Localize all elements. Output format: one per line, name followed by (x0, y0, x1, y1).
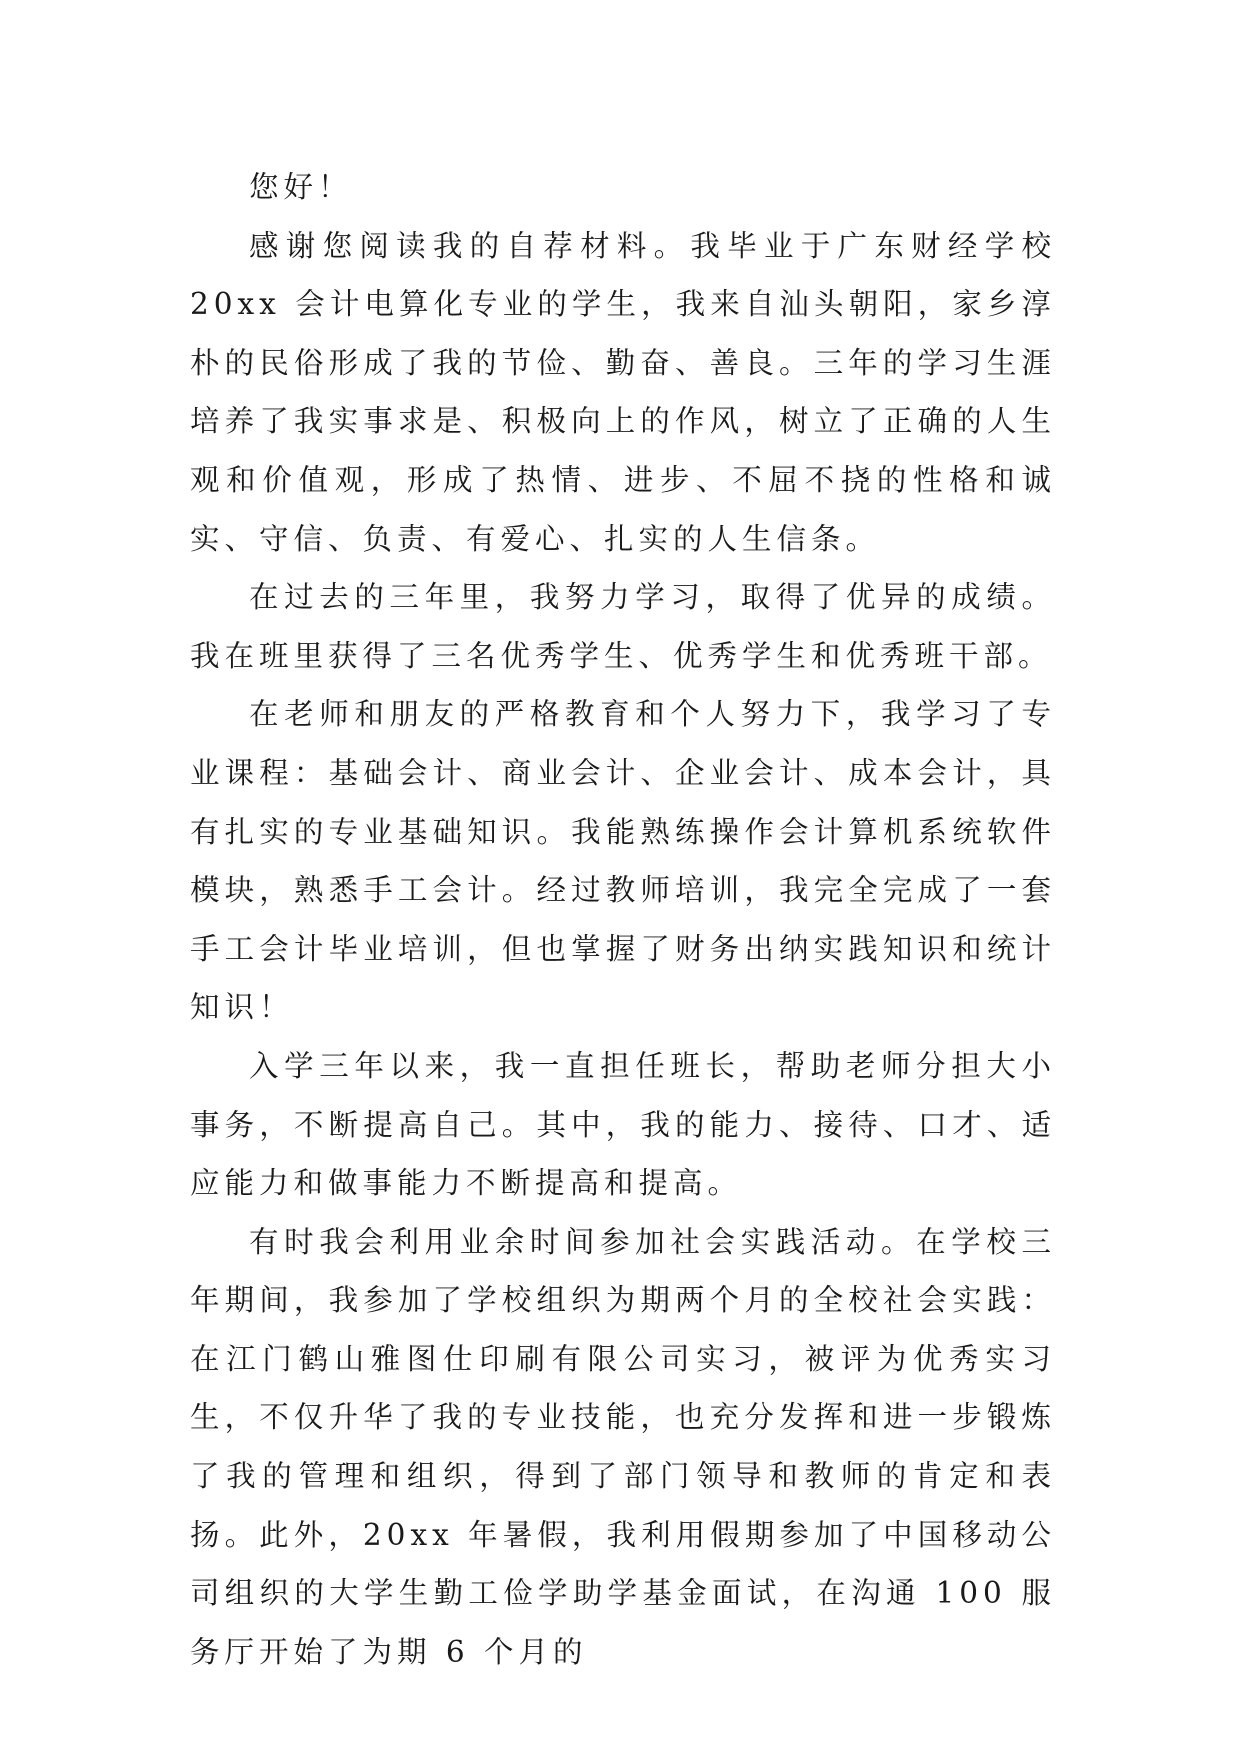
greeting: 您好！ (249, 170, 353, 204)
paragraph-class-monitor: 入学三年以来，我一直担任班长，帮助老师分担大小事务，不断提高自己。其中，我的能力、接待、口才、适应能力和做事能力不断提高和提高。 (190, 1048, 1056, 1201)
paragraph-social-practice: 有时我会利用业余时间参加社会实践活动。在学校三年期间，我参加了学校组织为期两个月的全校社会实践：在江门鹤山雅图仕印刷有限公司实习，被评为优秀实习生，不仅升华了我的专业技能，也充分发挥和进一步锻炼了我的管理和组织，得到了部门领导和教师的肯定和表扬。此外，20xx 年暑假，我利用假期参加了中国移动公司组织的大学生勤工俭学助学基金面试，在沟通 100 服务厅开始了为期 6 个月的 (190, 1224, 1056, 1669)
paragraph-achievements: 在过去的三年里，我努力学习，取得了优异的成绩。我在班里获得了三名优秀学生、优秀学生和优秀班干部。 (190, 580, 1056, 673)
letter-body (190, 158, 1056, 1681)
paragraph-intro: 感谢您阅读我的自荐材料。我毕业于广东财经学校 20xx 会计电算化专业的学生，我来自汕头朝阳，家乡淳朴的民俗形成了我的节俭、勤奋、善良。三年的学习生涯培养了我实事求是、积极向上的作风，树立了正确的人生观和价值观，形成了热情、进步、不屈不挠的性格和诚实、守信、负责、有爱心、扎实的人生信条。 (190, 228, 1056, 556)
paragraph-courses: 在老师和朋友的严格教育和个人努力下，我学习了专业课程：基础会计、商业会计、企业会计、成本会计，具有扎实的专业基础知识。我能熟练操作会计算机系统软件模块，熟悉手工会计。经过教师培训，我完全完成了一套手工会计毕业培训，但也掌握了财务出纳实践知识和统计知识！ (190, 697, 1056, 1025)
